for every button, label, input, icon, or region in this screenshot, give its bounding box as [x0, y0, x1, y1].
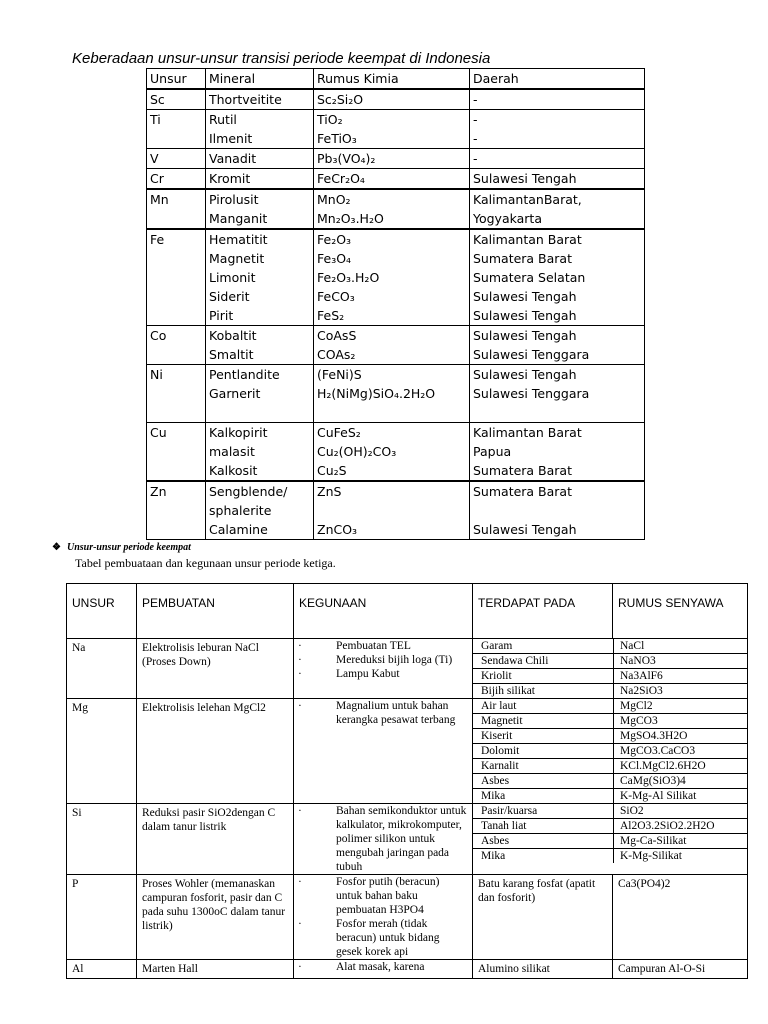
- production-method-cell: Reduksi pasir SiO2dengan C dalam tanur listrik: [137, 804, 294, 875]
- mineral-name-word: blende/: [240, 484, 288, 499]
- mineral-source: Dolomit: [473, 744, 614, 759]
- chemical-formula-cell: [314, 110, 470, 149]
- bullet-dot-icon: ·: [298, 876, 302, 888]
- use-item: [298, 639, 468, 653]
- occurrence-row: [473, 699, 747, 714]
- compound-formula-cell: Ca3(PO4)2: [613, 875, 748, 960]
- table-row: [147, 481, 645, 540]
- use-item: [298, 960, 468, 974]
- uses-cell: [294, 699, 473, 804]
- header-cell: Rumus Kimia: [314, 69, 470, 90]
- use-item: [298, 667, 468, 681]
- mineral-name-cell: [206, 189, 314, 229]
- region-name: [473, 501, 641, 520]
- header-cell: TERDAPAT PADA: [473, 584, 613, 639]
- element-symbol-cell: P: [67, 875, 137, 960]
- region-name-word: Kalimantan: [473, 192, 544, 207]
- region-name: Sumatera Selatan: [473, 270, 586, 285]
- compound-formula: KCl.MgCl2.6H2O: [614, 759, 748, 774]
- period3-elements-table: [66, 583, 748, 979]
- mineral-name: Garnerit: [209, 386, 261, 401]
- mineral-name: Smaltit: [209, 347, 254, 362]
- element-symbol: Mn: [150, 192, 169, 207]
- occurrence-subtable: [473, 699, 747, 803]
- table-row: [67, 639, 748, 699]
- table-row: [147, 110, 645, 149]
- region-name: -: [473, 131, 478, 146]
- use-text: Magnalium untuk bahan kerangka pesawat terbang: [336, 700, 456, 726]
- element-symbol-cell: [147, 110, 206, 149]
- use-item: [298, 917, 468, 959]
- bullet-dot-icon: ·: [298, 918, 302, 930]
- mineral-name: Thortveitite: [209, 92, 282, 107]
- mineral-name: Rutil: [209, 112, 237, 127]
- region-name: Sulawesi Tengah: [473, 171, 577, 186]
- production-method-cell: Elektrolisis lelehan MgCl2: [137, 699, 294, 804]
- mineral-name: Calamine: [209, 522, 268, 537]
- mineral-name: Vanadit: [209, 151, 257, 166]
- chemical-formula: Cu₂(OH)₂CO₃: [317, 444, 397, 459]
- mineral-name-cell: [206, 169, 314, 190]
- chemical-formula: ZnS: [317, 484, 342, 499]
- region-name: Sumatera Barat: [473, 251, 572, 266]
- production-method-cell: Proses Wohler (memanaskan campuran fosforit, pasir dan C pada suhu 1300oC dalam tanur listrik): [137, 875, 294, 960]
- uses-cell: [294, 639, 473, 699]
- occurrence-cell: Batu karang fosfat (apatit dan fosforit): [473, 875, 613, 960]
- region-name: Kalimantan Barat: [473, 425, 582, 440]
- chemical-formula: Pb₃(VO₄)₂: [317, 151, 376, 166]
- mineral-name: malasit: [209, 444, 255, 459]
- table-row: [147, 326, 645, 365]
- table-row: [67, 960, 748, 979]
- chemical-formula-cell: [314, 365, 470, 423]
- compound-formula: MgCl2: [614, 699, 748, 714]
- table1-title: Keberadaan unsur-unsur transisi periode keempat di Indonesia: [72, 50, 491, 67]
- occurrence-row: [473, 804, 747, 819]
- occurrence-row: [473, 729, 747, 744]
- chemical-formula-cell: [314, 89, 470, 110]
- element-symbol: V: [150, 151, 159, 166]
- element-symbol: Zn: [150, 484, 167, 499]
- element-symbol: Cu: [150, 425, 167, 440]
- table1-header-row: [147, 69, 645, 90]
- region-name: [473, 190, 641, 209]
- mineral-source: Asbes: [473, 774, 614, 789]
- occurrence-row: [473, 744, 747, 759]
- chemical-formula: H₂(NiMg)SiO₄.2H₂O: [317, 386, 436, 401]
- chemical-formula: ZnCO₃: [317, 522, 358, 537]
- region-name: -: [473, 151, 478, 166]
- element-symbol-cell: [147, 169, 206, 190]
- transition-elements-table: [146, 68, 645, 540]
- mineral-name: Kalkosit: [209, 463, 258, 478]
- mineral-name: Pirit: [209, 308, 234, 323]
- compound-formula-cell: Campuran Al-O-Si: [613, 960, 748, 979]
- mineral-name: Pentlandite: [209, 367, 280, 382]
- table-row: [67, 875, 748, 960]
- region-name-cell: [470, 89, 645, 110]
- occurrence-compound-cell: [473, 804, 748, 875]
- mineral-name: [209, 403, 310, 422]
- element-symbol-cell: [147, 149, 206, 169]
- diamond-bullet-icon: ❖: [52, 542, 61, 553]
- element-symbol-cell: [147, 481, 206, 540]
- uses-cell: [294, 804, 473, 875]
- mineral-name: sphalerite: [209, 503, 272, 518]
- mineral-name: Hematitit: [209, 232, 268, 247]
- header-cell: Daerah: [470, 69, 645, 90]
- chemical-formula-cell: [314, 423, 470, 482]
- element-symbol: Sc: [150, 92, 165, 107]
- mineral-source: Mika: [473, 789, 614, 804]
- chemical-formula: CoAsS: [317, 328, 357, 343]
- region-name: Yogyakarta: [473, 211, 542, 226]
- mineral-source: Mika: [473, 849, 614, 864]
- chemical-formula: FeTiO₃: [317, 131, 357, 146]
- region-name: Papua: [473, 444, 512, 459]
- use-text: Alat masak, karena: [336, 961, 425, 973]
- header-cell: KEGUNAAN: [294, 584, 473, 639]
- compound-formula: NaCl: [614, 639, 748, 654]
- bullet-dot-icon: ·: [298, 668, 302, 680]
- mineral-source: Sendawa Chili: [473, 654, 614, 669]
- element-symbol-cell: [147, 89, 206, 110]
- table-row: [147, 229, 645, 326]
- region-name: -: [473, 92, 478, 107]
- region-name-cell: [470, 326, 645, 365]
- occurrence-row: [473, 714, 747, 729]
- chemical-formula-cell: [314, 481, 470, 540]
- chemical-formula: FeCO₃: [317, 289, 355, 304]
- uses-cell: [294, 875, 473, 960]
- use-item: [298, 653, 468, 667]
- chemical-formula: [317, 403, 466, 422]
- mineral-source: Air laut: [473, 699, 614, 714]
- header-cell: Mineral: [206, 69, 314, 90]
- element-symbol: Ni: [150, 367, 163, 382]
- chemical-formula-cell: [314, 229, 470, 326]
- table-row: [147, 169, 645, 190]
- bullet-dot-icon: ·: [298, 961, 302, 973]
- region-name-word: Barat,: [543, 192, 582, 207]
- region-name-cell: [470, 365, 645, 423]
- region-name: Kalimantan Barat: [473, 232, 582, 247]
- element-symbol-cell: [147, 365, 206, 423]
- mineral-source: Bijih silikat: [473, 684, 614, 699]
- mineral-name: Pirolusit: [209, 192, 259, 207]
- occurrence-row: [473, 684, 747, 699]
- chemical-formula: Sc₂Si₂O: [317, 92, 364, 107]
- occurrence-compound-cell: [473, 699, 748, 804]
- mineral-name-cell: [206, 326, 314, 365]
- mineral-name-cell: [206, 110, 314, 149]
- mineral-source: Pasir/kuarsa: [473, 804, 614, 819]
- chemical-formula: MnO₂: [317, 192, 351, 207]
- occurrence-row: [473, 669, 747, 684]
- compound-formula: SiO2: [614, 804, 748, 819]
- mineral-name: Magnetit: [209, 251, 265, 266]
- chemical-formula: [317, 501, 466, 520]
- element-symbol-cell: Na: [67, 639, 137, 699]
- table-row: [67, 804, 748, 875]
- mineral-name: Kalkopirit: [209, 425, 268, 440]
- mineral-name: Kromit: [209, 171, 251, 186]
- mineral-name: Manganit: [209, 211, 268, 226]
- chemical-formula: CuFeS₂: [317, 425, 361, 440]
- header-cell: Unsur: [147, 69, 206, 90]
- region-name: Sumatera Barat: [473, 463, 572, 478]
- chemical-formula-cell: [314, 169, 470, 190]
- mineral-source: Kriolit: [473, 669, 614, 684]
- region-name-cell: [470, 481, 645, 540]
- occurrence-row: [473, 774, 747, 789]
- chemical-formula: (FeNi)S: [317, 367, 362, 382]
- mineral-name: Siderit: [209, 289, 250, 304]
- table-row: [67, 699, 748, 804]
- region-name: Sulawesi Tenggara: [473, 347, 590, 362]
- bullet-dot-icon: ·: [298, 700, 302, 712]
- occurrence-row: [473, 654, 747, 669]
- mineral-source: Garam: [473, 639, 614, 654]
- region-name-cell: [470, 110, 645, 149]
- chemical-formula: FeCr₂O₄: [317, 171, 365, 186]
- region-name: Sulawesi Tengah: [473, 308, 577, 323]
- section-heading: [52, 542, 191, 553]
- table-row: [147, 89, 645, 110]
- use-item: [298, 875, 468, 917]
- chemical-formula: Fe₂O₃.H₂O: [317, 270, 380, 285]
- element-symbol-cell: [147, 326, 206, 365]
- region-name-cell: [470, 149, 645, 169]
- occurrence-row: [473, 834, 747, 849]
- occurrence-row: [473, 849, 747, 864]
- compound-formula: MgSO4.3H2O: [614, 729, 748, 744]
- section-heading-text: Unsur-unsur periode keempat: [66, 542, 191, 553]
- compound-formula: Na2SiO3: [620, 685, 663, 697]
- header-cell: PEMBUATAN: [137, 584, 294, 639]
- element-symbol: Fe: [150, 232, 165, 247]
- chemical-formula: Fe₃O₄: [317, 251, 352, 266]
- compound-formula: Al2O3.2SiO2.2H2O: [614, 819, 748, 834]
- production-method-cell: Elektrolisis leburan NaCl (Proses Down): [137, 639, 294, 699]
- region-name: Sulawesi Tengah: [473, 289, 577, 304]
- production-method-cell: Marten Hall: [137, 960, 294, 979]
- mineral-name-cell: [206, 481, 314, 540]
- occurrence-cell: Alumino silikat: [473, 960, 613, 979]
- mineral-name: Limonit: [209, 270, 256, 285]
- mineral-source: Tanah liat: [473, 819, 614, 834]
- occurrence-subtable: [473, 804, 747, 863]
- bullet-dot-icon: ·: [298, 654, 302, 666]
- element-symbol: Ti: [150, 112, 161, 127]
- mineral-name-word: Seng: [209, 484, 241, 499]
- use-item: [298, 804, 468, 874]
- element-symbol-cell: [147, 229, 206, 326]
- chemical-formula-cell: [314, 326, 470, 365]
- element-symbol-cell: Mg: [67, 699, 137, 804]
- table-row: [147, 189, 645, 229]
- mineral-name-cell: [206, 149, 314, 169]
- mineral-name-cell: [206, 229, 314, 326]
- compound-formula: Mg-Ca-Silikat: [614, 834, 748, 849]
- occurrence-row: [473, 759, 747, 774]
- element-symbol-cell: [147, 423, 206, 482]
- chemical-formula-cell: [314, 149, 470, 169]
- compound-formula: Na3AlF6: [614, 669, 748, 684]
- compound-formula: NaNO3: [614, 654, 748, 669]
- uses-cell: [294, 960, 473, 979]
- use-text: Pembuatan TEL: [336, 640, 411, 652]
- use-text: Bahan semikonduktor untuk kalkulator, mikrokomputer, polimer silikon untuk mengubah jaringan pada tubuh: [336, 805, 467, 873]
- use-item: [298, 699, 468, 727]
- mineral-name: [209, 482, 310, 501]
- region-name-cell: [470, 169, 645, 190]
- region-name: Sulawesi Tenggara: [473, 386, 590, 401]
- element-symbol-cell: Si: [67, 804, 137, 875]
- table2-caption: Tabel pembuataan dan kegunaan unsur periode ketiga.: [75, 556, 336, 570]
- header-cell: RUMUS SENYAWA: [613, 584, 748, 639]
- element-symbol-cell: Al: [67, 960, 137, 979]
- table-row: [147, 423, 645, 482]
- chemical-formula: Mn₂O₃.H₂O: [317, 211, 384, 226]
- bullet-dot-icon: ·: [298, 805, 302, 817]
- chemical-formula-cell: [314, 189, 470, 229]
- use-text: Fosfor merah (tidak beracun) untuk bidang gesek korek api: [336, 918, 440, 958]
- mineral-source: Kiserit: [473, 729, 614, 744]
- chemical-formula: Cu₂S: [317, 463, 347, 478]
- occurrence-row: [473, 789, 747, 804]
- region-name: Sulawesi Tengah: [473, 522, 577, 537]
- occurrence-row: [473, 639, 747, 654]
- element-symbol-cell: [147, 189, 206, 229]
- mineral-source: Asbes: [473, 834, 614, 849]
- mineral-name-cell: [206, 89, 314, 110]
- compound-formula: K-Mg-Al Silikat: [620, 790, 697, 802]
- table2-header-row: [67, 584, 748, 639]
- region-name: Sulawesi Tengah: [473, 328, 577, 343]
- mineral-name-cell: [206, 423, 314, 482]
- region-name: -: [473, 112, 478, 127]
- region-name: Sumatera Barat: [473, 484, 572, 499]
- mineral-name: Kobaltit: [209, 328, 257, 343]
- occurrence-row: [473, 819, 747, 834]
- mineral-source: Magnetit: [473, 714, 614, 729]
- occurrence-subtable: [473, 639, 747, 698]
- mineral-name-cell: [206, 365, 314, 423]
- bullet-dot-icon: ·: [298, 640, 302, 652]
- region-name-cell: [470, 423, 645, 482]
- region-name-cell: [470, 229, 645, 326]
- region-name: [473, 403, 641, 422]
- compound-formula: MgCO3.CaCO3: [614, 744, 748, 759]
- use-text: Mereduksi bijih loga (Ti): [336, 654, 453, 666]
- chemical-formula: TiO₂: [317, 112, 343, 127]
- mineral-name: Ilmenit: [209, 131, 253, 146]
- chemical-formula: FeS₂: [317, 308, 345, 323]
- compound-formula: CaMg(SiO3)4: [614, 774, 748, 789]
- mineral-source: Karnalit: [473, 759, 614, 774]
- compound-formula: K-Mg-Silikat: [620, 850, 682, 862]
- header-cell: UNSUR: [67, 584, 137, 639]
- compound-formula: MgCO3: [614, 714, 748, 729]
- element-symbol: Cr: [150, 171, 164, 186]
- use-text: Fosfor putih (beracun) untuk bahan baku pembuatan H3PO4: [336, 876, 440, 916]
- table-row: [147, 149, 645, 169]
- chemical-formula: COAs₂: [317, 347, 356, 362]
- region-name: Sulawesi Tengah: [473, 367, 577, 382]
- occurrence-compound-cell: [473, 639, 748, 699]
- table-row: [147, 365, 645, 423]
- element-symbol: Co: [150, 328, 167, 343]
- chemical-formula: Fe₂O₃: [317, 232, 352, 247]
- region-name-cell: [470, 189, 645, 229]
- use-text: Lampu Kabut: [336, 668, 400, 680]
